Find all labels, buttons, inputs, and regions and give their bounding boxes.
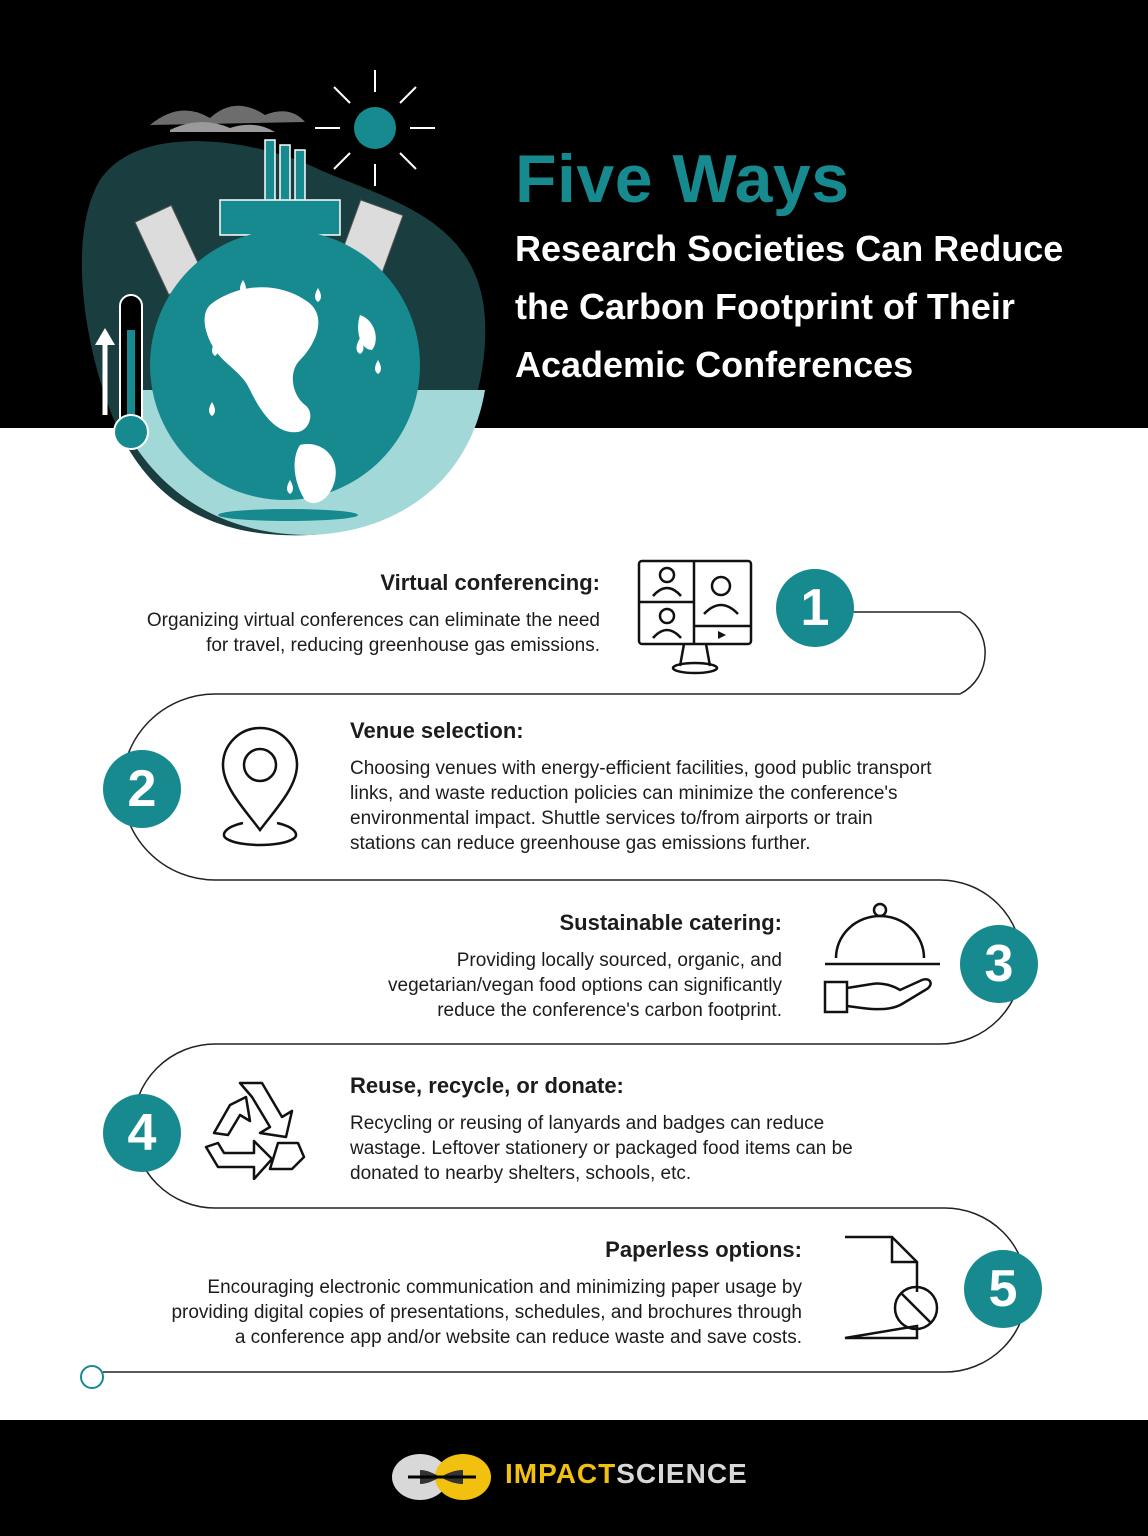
step-3 [300,910,782,1023]
page-title: Five Ways [515,141,850,217]
step-number-badge: 2 [103,750,181,828]
step-description: Organizing virtual conferences can eliminate the need for travel, reducing greenhouse gas emissions. [146,610,600,656]
step-number-badge: 1 [776,569,854,647]
brand-name [505,1456,748,1492]
brand-part-science: SCIENCE [616,1458,748,1489]
step-description: Encouraging electronic communication and minimizing paper usage by providing digital copies of presentations, schedules, and brochures through a conference app and/or website can reduce waste and save costs. [171,1277,802,1348]
subtitle-line: Academic Conferences [515,344,914,385]
location-pin-icon [215,725,305,850]
step-5 [110,1237,802,1350]
subtitle-line: Research Societies Can Reduce [515,228,1064,269]
step-number-badge: 3 [960,925,1038,1003]
step-2 [350,718,1030,856]
step-number-badge: 5 [964,1250,1042,1328]
recycle-icon [200,1075,310,1180]
step-description: Choosing venues with energy-efficient facilities, good public transport links, and waste reduction policies can minimize the conference's environmental impact. Shuttle services to/from airports or train stations can reduce greenhouse gas emissions further. [350,758,932,854]
step-description: Recycling or reusing of lanyards and badges can reduce wastage. Leftover stationery or packaged food items can be donated to nearby shelters, schools, etc. [350,1113,853,1184]
step-heading: Sustainable catering: [559,910,782,935]
step-heading: Virtual conferencing: [380,570,600,595]
step-4 [350,1073,950,1186]
step-number-badge: 4 [103,1094,181,1172]
no-paper-icon [842,1234,942,1342]
video-conference-icon [636,558,754,676]
subtitle-line: the Carbon Footprint of Their [515,286,1015,327]
step-description: Providing locally sourced, organic, and vegetarian/vegan food options can significantly reduce the conference's carbon footprint. [388,950,782,1021]
step-heading: Venue selection: [350,718,524,743]
step-heading: Reuse, recycle, or donate: [350,1073,624,1098]
step-1 [100,570,600,658]
brand-part-impact: IMPACT [505,1458,617,1489]
impact-science-logo-icon [390,1450,495,1504]
step-heading: Paperless options: [605,1237,802,1262]
cloche-serving-icon [822,900,944,1018]
